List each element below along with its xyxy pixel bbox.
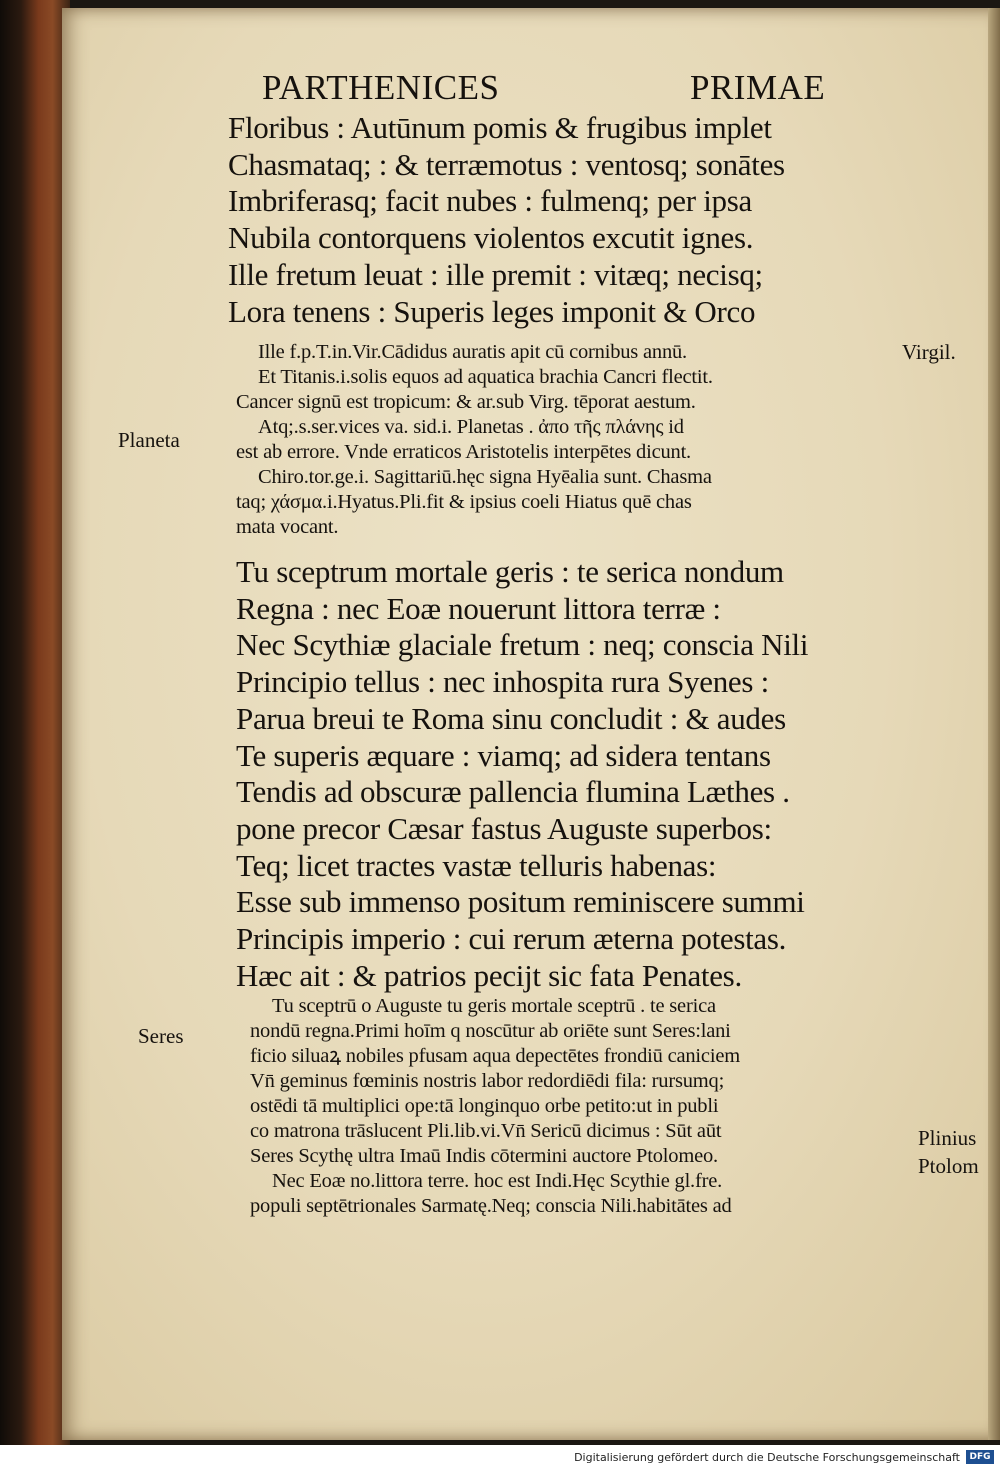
digitization-credit: Digitalisierung gefördert durch die Deutsche Forschungsgemeinschaft [574, 1451, 960, 1464]
verse-line: Floribus : Autūnum pomis & frugibus implet [228, 110, 772, 145]
margin-note-planeta: Planeta [118, 428, 180, 452]
commentary-line: est ab errore. Vnde erraticos Aristotelis interpētes dicunt. [236, 441, 691, 463]
running-header-right: PRIMAE [690, 68, 826, 107]
verse-line: Esse sub immenso positum reminiscere summi [236, 884, 805, 920]
commentary-block-2 [250, 994, 740, 1219]
commentary-line: ostēdi tā multiplici ope:tā longinquo orbe petito:ut in publi [250, 1095, 719, 1117]
verse-line: Nec Scythiæ glaciale fretum : neq; conscia Nili [236, 627, 809, 663]
verse-line: Teq; licet tractes vastæ telluris habenas: [236, 847, 717, 883]
commentary-line: Nec Eoæ no.littora terre. hoc est Indi.Hęc Scythie gl.fre. [272, 1170, 723, 1192]
commentary-block-1 [236, 340, 713, 540]
verse-line: Principis imperio : cui rerum æterna potestas. [236, 921, 787, 957]
verse-line: Chasmataq; : & terræmotus : ventosq; sonātes [228, 146, 785, 182]
commentary-line: Cancer signū est tropicum: & ar.sub Virg. tēporat aestum. [236, 391, 696, 413]
commentary-line: taq; χάσμα.i.Hyatus.Pli.fit & ipsius coeli Hiatus quē chas [236, 491, 692, 513]
verse-line: Regna : nec Eoæ nouerunt littora terræ : [236, 590, 721, 626]
running-header-left: PARTHENICES [262, 68, 500, 107]
book-binding [0, 0, 70, 1445]
commentary-line: Tu sceptrū o Auguste tu geris mortale sceptrū . te serica [272, 995, 716, 1017]
commentary-line: Seres Scythę ultra Imaū Indis cōtermini auctore Ptolomeo. [250, 1145, 718, 1167]
commentary-line: Ille f.p.T.in.Vir.Cādidus auratis apit cū cornibus annū. [258, 341, 687, 363]
commentary-line: Et Titanis.i.solis equos ad aquatica brachia Cancri flectit. [258, 366, 713, 388]
margin-note-virgil: Virgil. [902, 340, 956, 364]
dfg-logo: DFG [966, 1450, 994, 1464]
verse-block-1 [228, 110, 785, 330]
verse-block-2 [236, 554, 808, 994]
verse-line: pone precor Cæsar fastus Auguste superbos: [236, 810, 772, 846]
commentary-line: Vn̄ geminus fœminis nostris labor redordiēdi fila: rursumq; [250, 1070, 725, 1092]
commentary-line: co matrona trāslucent Pli.lib.vi.Vn̄ Sericū dicimus : Sūt aūt [250, 1120, 722, 1142]
margin-note-seres: Seres [138, 1024, 184, 1048]
verse-line: Parua breui te Roma sinu concludit : & audes [236, 700, 786, 736]
verse-line: Nubila contorquens violentos excutit ignes. [228, 220, 754, 256]
commentary-line: mata vocant. [236, 516, 339, 538]
verse-line: Te superis æquare : viamq; ad sidera tentans [236, 737, 771, 773]
commentary-line: Chiro.tor.ge.i. Sagittariū.hęc signa Hyēalia sunt. Chasma [258, 466, 712, 488]
page-edge [988, 8, 1000, 1440]
verse-line: Tendis ad obscuræ pallencia flumina Læthes . [236, 774, 790, 810]
verse-line: Hæc ait : & patrios pecijt sic fata Penates. [236, 957, 742, 993]
verse-line: Lora tenens : Superis leges imponit & Orco [228, 293, 756, 329]
margin-note-plinius: Plinius [918, 1126, 977, 1150]
margin-note-ptolom: Ptolom [918, 1154, 979, 1178]
verse-line: Tu sceptrum mortale geris : te serica nondum [236, 554, 784, 589]
verse-line: Ille fretum leuat : ille premit : vitæq; necisq; [228, 256, 763, 292]
commentary-line: populi septētrionales Sarmatę.Neq; conscia Nili.habitātes ad [250, 1195, 732, 1217]
verse-line: Imbriferasq; facit nubes : fulmenq; per ipsa [228, 183, 752, 219]
commentary-line: Atq;.s.ser.vices va. sid.i. Planetas . ἀπο τῆς πλάνης id [258, 416, 684, 438]
commentary-line: ficio siluaꝝ nobiles pfusam aqua depectētes frondiū caniciem [250, 1045, 740, 1067]
verse-line: Principio tellus : nec inhospita rura Syenes : [236, 664, 769, 700]
commentary-line: nondū regna.Primi hoīm q noscūtur ab oriēte sunt Seres:lani [250, 1020, 731, 1042]
